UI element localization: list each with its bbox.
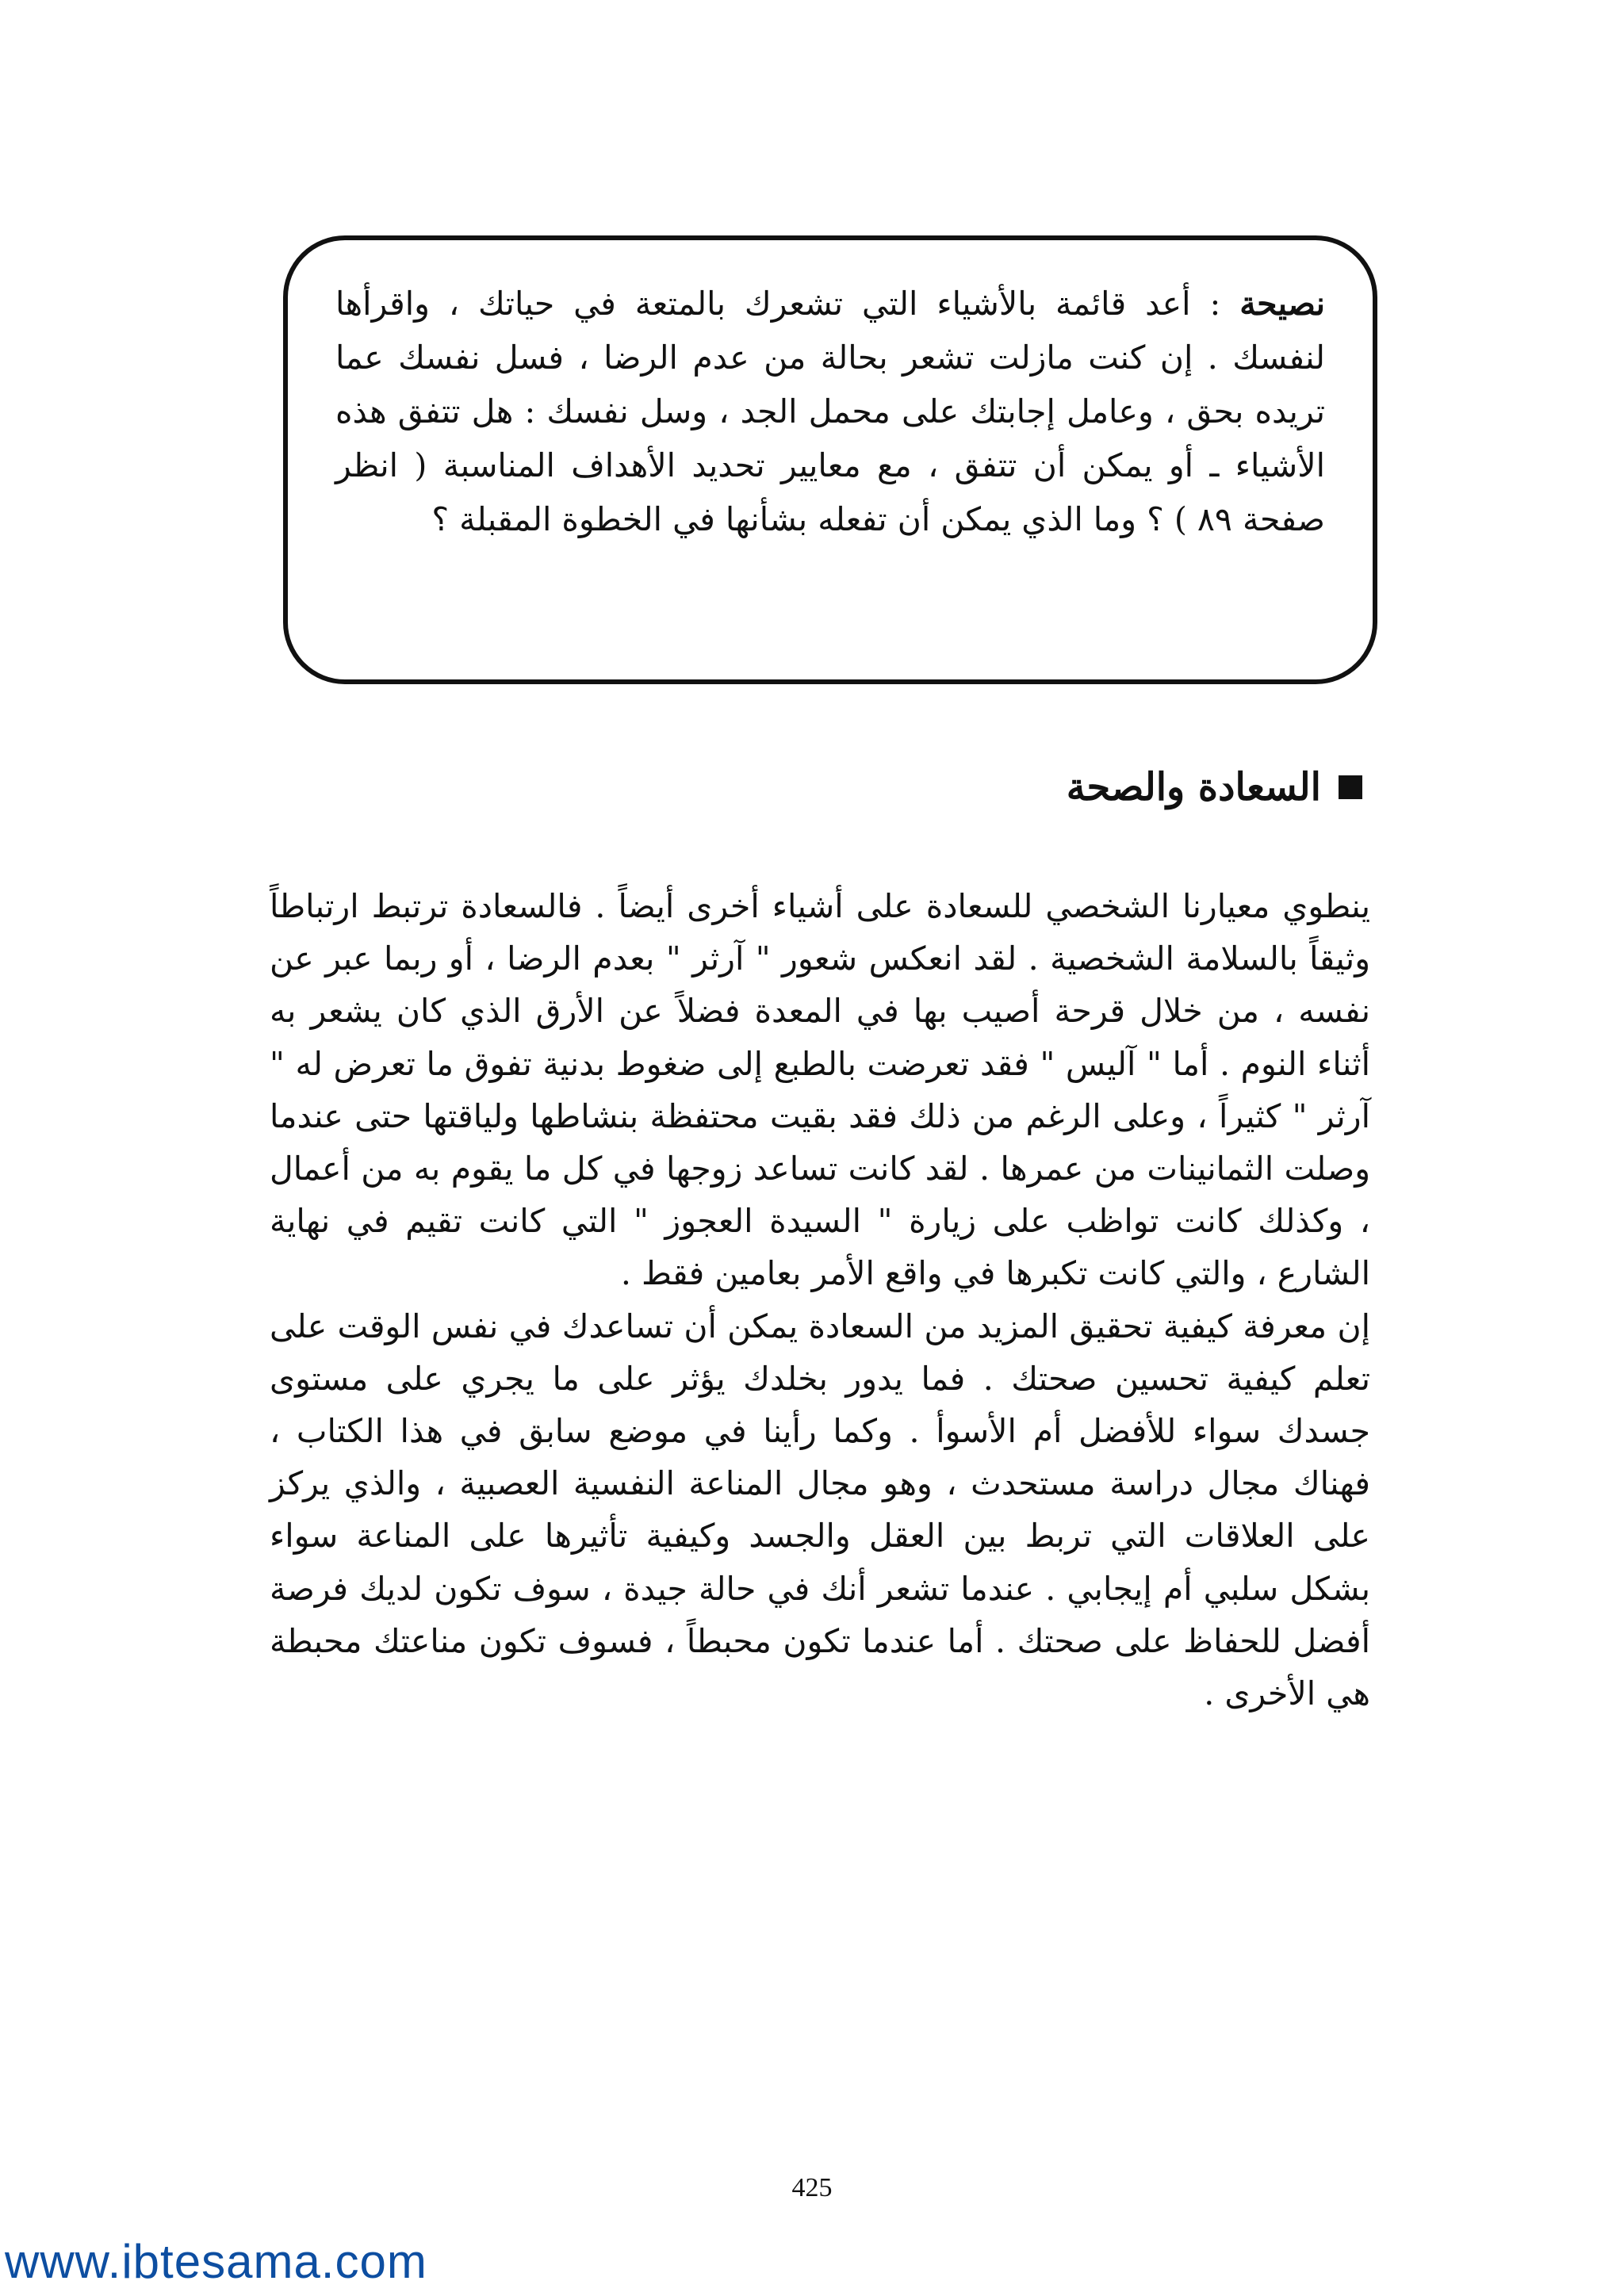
- paragraph-1: ينطوي معيارنا الشخصي للسعادة على أشياء أخرى أيضاً . فالسعادة ترتبط ارتباطاً وثيقاً بالسلامة الشخصية . لقد انعكس شعور " آرثر " بعدم الرضا ، أو ربما عبر عن نفسه ، من خلال قرحة أصيب بها في المعدة فضلاً عن الأرق الذي كان يشعر به أثناء النوم . أما " آليس " فقد تعرضت بالطبع إلى ضغوط بدنية تفوق ما تعرض له " آرثر " كثيراً ، وعلى الرغم من ذلك فقد بقيت محتفظة بنشاطها ولياقتها حتى عندما وصلت الثمانينات من عمرها . لقد كانت تساعد زوجها في كل ما يقوم به من أعمال ، وكذلك كانت تواظب على زيارة " السيدة العجوز " التي كانت تقيم في نهاية الشارع ، والتي كانت تكبرها في واقع الأمر بعامين فقط .: [270, 887, 1370, 1293]
- watermark-url[interactable]: www.ibtesama.com: [5, 2235, 427, 2288]
- body-text: [270, 880, 1370, 1720]
- section-heading: [1067, 760, 1362, 815]
- paragraph-2: إن معرفة كيفية تحقيق المزيد من السعادة يمكن أن تساعدك في نفس الوقت على تعلم كيفية تحسين صحتك . فما يدور بخلدك يؤثر على ما يجري على مستوى جسدك سواء للأفضل أم الأسوأ . وكما رأينا في موضع سابق في هذا الكتاب ، فهناك مجال دراسة مستحدث ، وهو مجال المناعة النفسية العصبية ، والذي يركز على العلاقات التي تربط بين العقل والجسد وكيفية تأثيرها على المناعة سواء بشكل سلبي أم إيجابي . عندما تشعر أنك في حالة جيدة ، سوف تكون لديك فرصة أفضل للحفاظ على صحتك . أما عندما تكون محبطاً ، فسوف تكون مناعتك محبطة هي الأخرى .: [270, 1307, 1370, 1713]
- tip-text: : أعد قائمة بالأشياء التي تشعرك بالمتعة في حياتك ، واقرأها لنفسك . إن كنت مازلت تشعر بحالة من عدم الرضا ، فسل نفسك عما تريده بحق ، وعامل إجابتك على محمل الجد ، وسل نفسك : هل تتفق هذه الأشياء ـ أو يمكن أن تتفق ، مع معايير تحديد الأهداف المناسبة ( انظر صفحة ٨٩ ) ؟ وما الذي يمكن أن تفعله بشأنها في الخطوة المقبلة ؟: [335, 285, 1325, 538]
- square-bullet-icon: [1339, 775, 1362, 799]
- tip-label: نصيحة: [1239, 285, 1325, 323]
- page-number: 425: [791, 2173, 833, 2202]
- section-heading-text: السعادة والصحة: [1066, 765, 1321, 809]
- tip-box: [283, 235, 1377, 684]
